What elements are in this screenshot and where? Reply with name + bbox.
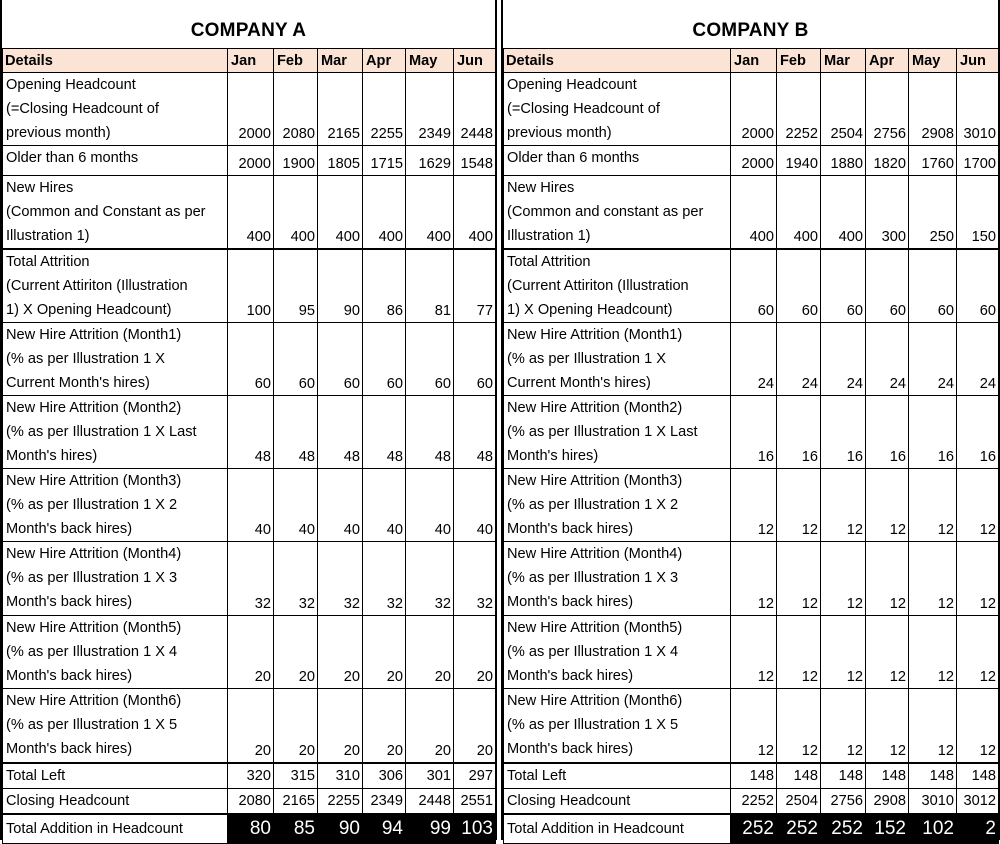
value-cell-apr: 60	[363, 323, 406, 396]
total-attrition-row	[3, 249, 496, 323]
value-cell-feb: 2080	[274, 73, 318, 146]
value-cell-may: 2908	[909, 73, 957, 146]
value-cell-feb: 12	[777, 616, 821, 689]
value-cell-apr: 152	[866, 814, 909, 844]
row-label-line: Month's back hires)	[6, 668, 133, 684]
value-cell-may: 2448	[406, 788, 454, 814]
value-cell-jan: 252	[731, 814, 777, 844]
row-label	[3, 616, 228, 689]
row-label-line: Illustration 1)	[6, 228, 90, 244]
value-cell-jan: 12	[731, 689, 777, 763]
row-label	[504, 469, 731, 542]
value-cell-jan: 2252	[731, 788, 777, 814]
value-cell-may: 1629	[406, 146, 454, 176]
value-cell-apr: 86	[363, 249, 406, 323]
value-cell-mar: 24	[821, 323, 866, 396]
row-label-line: (% as per Illustration 1 X 4	[6, 644, 178, 660]
value-cell-apr: 12	[866, 616, 909, 689]
company-title: COMPANY B	[692, 20, 809, 41]
row-label	[3, 396, 228, 469]
value-cell-may: 20	[406, 689, 454, 763]
row-label-line: Month's hires)	[6, 448, 98, 464]
row-label-line: (% as per Illustration 1 X Last	[6, 424, 197, 440]
details-header: Details	[504, 49, 731, 73]
value-cell-may: 148	[909, 763, 957, 789]
value-cell-apr: 306	[363, 763, 406, 789]
value-cell-jun: 16	[957, 396, 999, 469]
value-cell-jun: 12	[957, 689, 999, 763]
value-cell-jan: 24	[731, 323, 777, 396]
new-hire-attrition-month6-row	[504, 689, 999, 763]
value-cell-mar: 90	[318, 814, 363, 844]
value-cell-may: 99	[406, 814, 454, 844]
value-cell-jan: 48	[228, 396, 274, 469]
value-cell-jun: 32	[454, 542, 496, 616]
row-label	[504, 146, 731, 176]
new-hire-attrition-month5-row	[504, 616, 999, 689]
new-hire-attrition-month2-row	[504, 396, 999, 469]
row-label-line: New Hires	[507, 180, 575, 196]
value-cell-apr: 400	[363, 176, 406, 250]
row-label	[3, 146, 228, 176]
value-cell-jun: 12	[957, 616, 999, 689]
value-cell-mar: 20	[318, 689, 363, 763]
month-header-jun: Jun	[957, 49, 999, 73]
value-cell-may: 12	[909, 689, 957, 763]
opening-headcount-row	[3, 73, 496, 146]
value-cell-may: 2349	[406, 73, 454, 146]
value-cell-apr: 2255	[363, 73, 406, 146]
headcount-table	[503, 48, 999, 844]
row-label-line: New Hire Attrition (Month6)	[507, 693, 683, 709]
row-label-line: New Hire Attrition (Month4)	[6, 546, 182, 562]
value-cell-may: 60	[406, 323, 454, 396]
value-cell-may: 400	[406, 176, 454, 250]
row-label-line: Current Month's hires)	[6, 375, 150, 391]
row-label-line: Current Month's hires)	[507, 375, 651, 391]
value-cell-jun: 2551	[454, 788, 496, 814]
headcount-table	[2, 48, 496, 844]
value-cell-jun: 3012	[957, 788, 999, 814]
row-label-line: Closing Headcount	[6, 792, 130, 809]
value-cell-jan: 32	[228, 542, 274, 616]
value-cell-may: 20	[406, 616, 454, 689]
value-cell-may: 250	[909, 176, 957, 250]
row-label-line: Total Left	[507, 767, 567, 784]
row-label	[3, 249, 228, 323]
company-a-panel	[0, 0, 497, 840]
row-label-line: New Hire Attrition (Month6)	[6, 693, 182, 709]
value-cell-feb: 48	[274, 396, 318, 469]
value-cell-apr: 24	[866, 323, 909, 396]
row-label-line: Month's back hires)	[507, 668, 634, 684]
row-label	[504, 176, 731, 250]
value-cell-jun: 24	[957, 323, 999, 396]
row-label-line: New Hire Attrition (Month3)	[507, 473, 683, 489]
row-label-line: Total Attrition	[6, 254, 90, 270]
value-cell-feb: 16	[777, 396, 821, 469]
row-label-line: New Hire Attrition (Month2)	[6, 400, 182, 416]
row-label-line: New Hire Attrition (Month1)	[507, 327, 683, 343]
row-label-line: Month's hires)	[507, 448, 599, 464]
value-cell-jun: 148	[957, 763, 999, 789]
value-cell-feb: 400	[274, 176, 318, 250]
row-label	[504, 396, 731, 469]
row-label-line: 1) X Opening Headcount)	[6, 302, 172, 318]
value-cell-mar: 148	[821, 763, 866, 789]
row-label-line: Total Attrition	[507, 254, 591, 270]
row-label-line: New Hire Attrition (Month5)	[507, 620, 683, 636]
row-label	[504, 249, 731, 323]
row-label-line: Month's back hires)	[6, 741, 133, 757]
row-label-line: Month's back hires)	[6, 521, 133, 537]
value-cell-mar: 2756	[821, 788, 866, 814]
row-label-line: previous month)	[6, 125, 111, 141]
value-cell-jun: 12	[957, 469, 999, 542]
value-cell-feb: 148	[777, 763, 821, 789]
new-hire-attrition-month6-row	[3, 689, 496, 763]
total-addition-row	[3, 814, 496, 844]
value-cell-feb: 12	[777, 542, 821, 616]
value-cell-apr: 48	[363, 396, 406, 469]
value-cell-may: 16	[909, 396, 957, 469]
value-cell-feb: 20	[274, 616, 318, 689]
value-cell-mar: 60	[821, 249, 866, 323]
value-cell-apr: 20	[363, 616, 406, 689]
total-addition-row	[504, 814, 999, 844]
value-cell-jun: 20	[454, 689, 496, 763]
value-cell-may: 40	[406, 469, 454, 542]
row-label	[504, 788, 731, 814]
details-header: Details	[3, 49, 228, 73]
row-label-line: New Hire Attrition (Month4)	[507, 546, 683, 562]
value-cell-jan: 60	[228, 323, 274, 396]
value-cell-jan: 320	[228, 763, 274, 789]
value-cell-feb: 12	[777, 689, 821, 763]
row-label	[3, 73, 228, 146]
row-label-line: previous month)	[507, 125, 612, 141]
row-label-line: (% as per Illustration 1 X 3	[507, 570, 679, 586]
value-cell-feb: 400	[777, 176, 821, 250]
row-label-line: Older than 6 months	[507, 150, 640, 166]
value-cell-mar: 12	[821, 542, 866, 616]
value-cell-apr: 16	[866, 396, 909, 469]
row-label-line: (Common and constant as per	[507, 204, 704, 220]
value-cell-jun: 1700	[957, 146, 999, 176]
row-label	[504, 73, 731, 146]
value-cell-apr: 148	[866, 763, 909, 789]
value-cell-mar: 2504	[821, 73, 866, 146]
row-label-line: Total Addition in Headcount	[507, 820, 684, 837]
value-cell-jan: 16	[731, 396, 777, 469]
value-cell-jun: 60	[957, 249, 999, 323]
row-label-line: (% as per Illustration 1 X 2	[507, 497, 679, 513]
value-cell-feb: 252	[777, 814, 821, 844]
company-b-panel	[501, 0, 1000, 840]
value-cell-jan: 148	[731, 763, 777, 789]
value-cell-apr: 20	[363, 689, 406, 763]
value-cell-feb: 24	[777, 323, 821, 396]
row-label-line: (% as per Illustration 1 X 4	[507, 644, 679, 660]
month-header-jan: Jan	[228, 49, 274, 73]
value-cell-apr: 12	[866, 469, 909, 542]
new-hire-attrition-month2-row	[3, 396, 496, 469]
row-label-line: Opening Headcount	[6, 77, 136, 93]
value-cell-apr: 12	[866, 689, 909, 763]
value-cell-may: 12	[909, 616, 957, 689]
older-than-6-months-row	[504, 146, 999, 176]
row-label-line: New Hire Attrition (Month2)	[507, 400, 683, 416]
row-label	[504, 763, 731, 789]
value-cell-jun: 48	[454, 396, 496, 469]
value-cell-jan: 20	[228, 689, 274, 763]
value-cell-mar: 12	[821, 469, 866, 542]
value-cell-feb: 315	[274, 763, 318, 789]
value-cell-jan: 60	[731, 249, 777, 323]
value-cell-jun: 20	[454, 616, 496, 689]
value-cell-jan: 100	[228, 249, 274, 323]
value-cell-mar: 2165	[318, 73, 363, 146]
new-hire-attrition-month3-row	[504, 469, 999, 542]
value-cell-jun: 103	[454, 814, 496, 844]
row-label-line: New Hire Attrition (Month1)	[6, 327, 182, 343]
row-label	[3, 689, 228, 763]
value-cell-jun: 1548	[454, 146, 496, 176]
closing-headcount-row	[504, 788, 999, 814]
value-cell-mar: 2255	[318, 788, 363, 814]
row-label-line: Older than 6 months	[6, 150, 139, 166]
new-hire-attrition-month4-row	[504, 542, 999, 616]
value-cell-apr: 2349	[363, 788, 406, 814]
row-label-line: Closing Headcount	[507, 792, 631, 809]
row-label-line: Month's back hires)	[6, 594, 133, 610]
value-cell-apr: 2908	[866, 788, 909, 814]
row-label-line: Month's back hires)	[507, 741, 634, 757]
month-header-mar: Mar	[318, 49, 363, 73]
month-header-feb: Feb	[274, 49, 318, 73]
row-label-line: Illustration 1)	[507, 228, 591, 244]
row-label-line: (Current Attiriton (Illustration	[6, 278, 188, 294]
value-cell-feb: 12	[777, 469, 821, 542]
value-cell-may: 301	[406, 763, 454, 789]
header-row	[504, 49, 999, 73]
value-cell-jun: 60	[454, 323, 496, 396]
value-cell-may: 81	[406, 249, 454, 323]
value-cell-jun: 2	[957, 814, 999, 844]
new-hire-attrition-month1-row	[3, 323, 496, 396]
value-cell-jan: 20	[228, 616, 274, 689]
value-cell-mar: 48	[318, 396, 363, 469]
row-label	[504, 323, 731, 396]
value-cell-mar: 1880	[821, 146, 866, 176]
row-label	[3, 176, 228, 250]
value-cell-mar: 32	[318, 542, 363, 616]
older-than-6-months-row	[3, 146, 496, 176]
row-label	[504, 542, 731, 616]
row-label-line: Opening Headcount	[507, 77, 637, 93]
new-hire-attrition-month5-row	[3, 616, 496, 689]
row-label	[3, 542, 228, 616]
row-label	[3, 814, 228, 844]
row-label	[3, 469, 228, 542]
value-cell-jun: 400	[454, 176, 496, 250]
row-label-line: (Current Attiriton (Illustration	[507, 278, 689, 294]
value-cell-mar: 40	[318, 469, 363, 542]
value-cell-mar: 1805	[318, 146, 363, 176]
row-label	[504, 814, 731, 844]
value-cell-feb: 2165	[274, 788, 318, 814]
value-cell-feb: 40	[274, 469, 318, 542]
value-cell-may: 60	[909, 249, 957, 323]
value-cell-mar: 252	[821, 814, 866, 844]
row-label-line: New Hire Attrition (Month5)	[6, 620, 182, 636]
row-label-line: Total Left	[6, 767, 66, 784]
value-cell-jun: 40	[454, 469, 496, 542]
row-label-line: (Common and Constant as per	[6, 204, 206, 220]
total-attrition-row	[504, 249, 999, 323]
value-cell-apr: 1820	[866, 146, 909, 176]
value-cell-may: 12	[909, 469, 957, 542]
value-cell-mar: 20	[318, 616, 363, 689]
value-cell-may: 102	[909, 814, 957, 844]
row-label-line: (% as per Illustration 1 X	[6, 351, 165, 367]
header-row	[3, 49, 496, 73]
new-hire-attrition-month1-row	[504, 323, 999, 396]
row-label	[3, 763, 228, 789]
value-cell-may: 24	[909, 323, 957, 396]
row-label-line: Total Addition in Headcount	[6, 820, 183, 837]
value-cell-apr: 40	[363, 469, 406, 542]
month-header-jan: Jan	[731, 49, 777, 73]
value-cell-jan: 80	[228, 814, 274, 844]
new-hires-row	[3, 176, 496, 250]
company-title: COMPANY A	[190, 20, 307, 41]
row-label-line: (% as per Illustration 1 X Last	[507, 424, 698, 440]
month-header-feb: Feb	[777, 49, 821, 73]
value-cell-jan: 2000	[228, 146, 274, 176]
value-cell-feb: 60	[777, 249, 821, 323]
value-cell-jun: 150	[957, 176, 999, 250]
value-cell-jan: 2000	[731, 146, 777, 176]
value-cell-may: 32	[406, 542, 454, 616]
total-left-row	[3, 763, 496, 789]
value-cell-apr: 300	[866, 176, 909, 250]
value-cell-mar: 400	[318, 176, 363, 250]
total-left-row	[504, 763, 999, 789]
value-cell-mar: 12	[821, 616, 866, 689]
month-header-may: May	[406, 49, 454, 73]
row-label-line: (% as per Illustration 1 X	[507, 351, 666, 367]
month-header-may: May	[909, 49, 957, 73]
value-cell-mar: 90	[318, 249, 363, 323]
row-label	[504, 689, 731, 763]
new-hire-attrition-month3-row	[3, 469, 496, 542]
value-cell-jan: 2080	[228, 788, 274, 814]
value-cell-jan: 400	[731, 176, 777, 250]
row-label	[504, 616, 731, 689]
row-label-line: (% as per Illustration 1 X 3	[6, 570, 178, 586]
value-cell-jun: 12	[957, 542, 999, 616]
row-label-line: (% as per Illustration 1 X 2	[6, 497, 178, 513]
month-header-mar: Mar	[821, 49, 866, 73]
value-cell-may: 3010	[909, 788, 957, 814]
value-cell-jan: 400	[228, 176, 274, 250]
value-cell-apr: 1715	[363, 146, 406, 176]
value-cell-feb: 1900	[274, 146, 318, 176]
value-cell-jun: 297	[454, 763, 496, 789]
row-label-line: Month's back hires)	[507, 594, 634, 610]
value-cell-may: 48	[406, 396, 454, 469]
value-cell-feb: 95	[274, 249, 318, 323]
value-cell-feb: 20	[274, 689, 318, 763]
opening-headcount-row	[504, 73, 999, 146]
value-cell-apr: 94	[363, 814, 406, 844]
value-cell-feb: 32	[274, 542, 318, 616]
value-cell-jun: 77	[454, 249, 496, 323]
value-cell-apr: 2756	[866, 73, 909, 146]
row-label	[3, 323, 228, 396]
value-cell-apr: 12	[866, 542, 909, 616]
row-label-line: (=Closing Headcount of	[507, 101, 660, 117]
value-cell-mar: 60	[318, 323, 363, 396]
new-hire-attrition-month4-row	[3, 542, 496, 616]
row-label-line: 1) X Opening Headcount)	[507, 302, 673, 318]
row-label-line: New Hires	[6, 180, 74, 196]
value-cell-may: 12	[909, 542, 957, 616]
value-cell-mar: 310	[318, 763, 363, 789]
value-cell-feb: 1940	[777, 146, 821, 176]
new-hires-row	[504, 176, 999, 250]
row-label	[3, 788, 228, 814]
row-label-line: Month's back hires)	[507, 521, 634, 537]
value-cell-jan: 12	[731, 469, 777, 542]
closing-headcount-row	[3, 788, 496, 814]
month-header-jun: Jun	[454, 49, 496, 73]
row-label-line: (=Closing Headcount of	[6, 101, 159, 117]
value-cell-mar: 16	[821, 396, 866, 469]
value-cell-jan: 12	[731, 542, 777, 616]
value-cell-feb: 2504	[777, 788, 821, 814]
row-label-line: New Hire Attrition (Month3)	[6, 473, 182, 489]
month-header-apr: Apr	[866, 49, 909, 73]
value-cell-jun: 3010	[957, 73, 999, 146]
value-cell-may: 1760	[909, 146, 957, 176]
row-label-line: (% as per Illustration 1 X 5	[507, 717, 679, 733]
value-cell-jan: 40	[228, 469, 274, 542]
value-cell-apr: 60	[866, 249, 909, 323]
value-cell-mar: 400	[821, 176, 866, 250]
value-cell-jan: 2000	[228, 73, 274, 146]
value-cell-jun: 2448	[454, 73, 496, 146]
value-cell-jan: 2000	[731, 73, 777, 146]
value-cell-apr: 32	[363, 542, 406, 616]
value-cell-feb: 2252	[777, 73, 821, 146]
value-cell-feb: 85	[274, 814, 318, 844]
value-cell-feb: 60	[274, 323, 318, 396]
value-cell-jan: 12	[731, 616, 777, 689]
row-label-line: (% as per Illustration 1 X 5	[6, 717, 178, 733]
month-header-apr: Apr	[363, 49, 406, 73]
value-cell-mar: 12	[821, 689, 866, 763]
